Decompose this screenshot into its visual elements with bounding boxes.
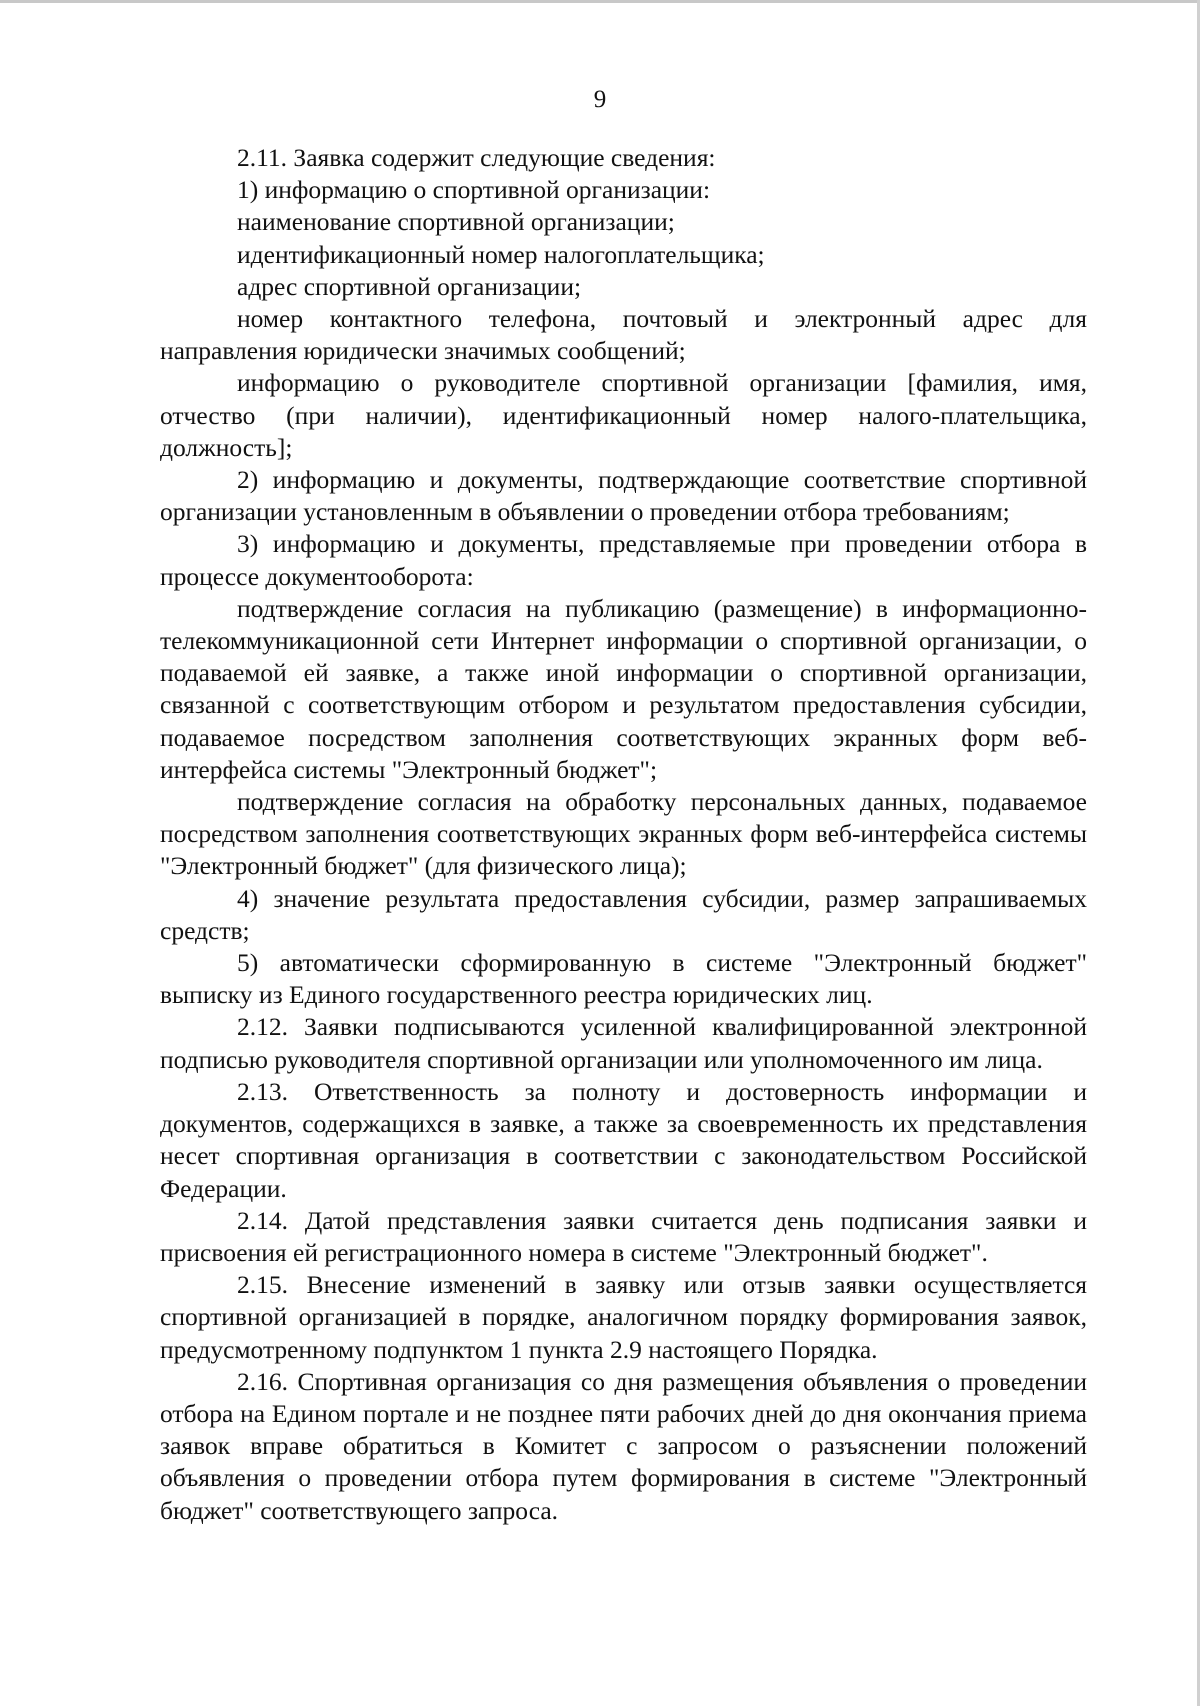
- item-3-workflow-docs: 3) информацию и документы, представляемые при проведении отбора в процессе документооборота:: [160, 529, 1087, 591]
- item-5-egrul-extract: 5) автоматически сформированную в системе "Электронный бюджет" выписку из Единого государственного реестра юридических лиц.: [160, 948, 1087, 1010]
- org-head-info-line: информацию о руководителе спортивной организации [фамилия, имя, отчество (при наличии), идентификационный номер налого-плательщика, должность];: [160, 368, 1087, 462]
- org-inn-line: идентификационный номер налогоплательщика;: [237, 239, 765, 269]
- clause-2-13: 2.13. Ответственность за полноту и достоверность информации и документов, содержащихся в заявке, а также за своевременность их представления несет спортивная организация в соответствии с законодательством Российской Федерации.: [160, 1076, 1087, 1203]
- personal-data-consent-line: подтверждение согласия на обработку персональных данных, подаваемое посредством заполнения соответствующих экранных форм веб-интерфейса системы "Электронный бюджет" (для физического лица);: [160, 787, 1087, 881]
- item-4-result-value: 4) значение результата предоставления субсидии, размер запрашиваемых средств;: [160, 883, 1087, 945]
- publication-consent-line: подтверждение согласия на публикацию (размещение) в информационно-телекоммуникационной сети Интернет информации о спортивной организации, о подаваемой ей заявке, а также иной информации о спортивной организации, связанной с соответствующим отбором и результатом предоставления субсидии, подаваемое посредством заполнения соответствующих экранных форм веб-интерфейса системы "Электронный бюджет";: [160, 593, 1087, 784]
- org-name-line: наименование спортивной организации;: [237, 207, 675, 237]
- clause-2-11-heading: 2.11. Заявка содержит следующие сведения:: [237, 143, 716, 172]
- clause-2-12: 2.12. Заявки подписываются усиленной квалифицированной электронной подписью руководителя спортивной организации или уполномоченного им лица.: [160, 1012, 1087, 1074]
- item-2-documents: 2) информацию и документы, подтверждающие соответствие спортивной организации установленным в объявлении о проведении отбора требованиям;: [160, 465, 1087, 527]
- scan-edge-top: [0, 0, 1200, 3]
- clause-2-14: 2.14. Датой представления заявки считается день подписания заявки и присвоения ей регистрационного номера в системе "Электронный бюджет".: [160, 1205, 1087, 1267]
- clause-2-15: 2.15. Внесение изменений в заявку или отзыв заявки осуществляется спортивной организацией в порядке, аналогичном порядку формирования заявок, предусмотренному подпунктом 1 пункта 2.9 настоящего Порядка.: [160, 1270, 1087, 1364]
- page-number: 9: [593, 86, 607, 113]
- clause-2-16: 2.16. Спортивная организация со дня размещения объявления о проведении отбора на Едином портале и не позднее пяти рабочих дней до дня окончания приема заявок вправе обратиться в Комитет с запросом о разъяснении положений объявления о проведении отбора путем формирования в системе "Электронный бюджет" соответствующего запроса.: [160, 1366, 1087, 1525]
- org-address-line: адрес спортивной организации;: [237, 271, 582, 301]
- item-1-org-info: 1) информацию о спортивной организации:: [237, 175, 711, 205]
- document-body: [160, 142, 1087, 1527]
- org-contacts-line: номер контактного телефона, почтовый и электронный адрес для направления юридически значимых сообщений;: [160, 304, 1087, 366]
